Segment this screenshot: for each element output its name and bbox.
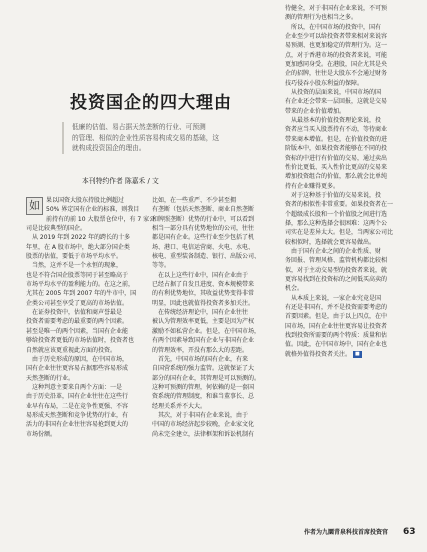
body-line: 司实在是差异太大。但是，当两家公司比 [285,229,394,237]
body-line: 的管理效率，开没有那么大的差距。 [152,346,249,354]
body-line: 机会。 [285,285,304,293]
body-line: 也是不符合国企股票等同于甚至略高于 [26,271,129,279]
article-lead [62,122,240,154]
body-line: 带来商本增值。但是，在价值投资的进 [285,135,388,143]
body-line: 比如，在一些重严、不少甚至拥 [152,197,237,204]
body-line: 资者的相似性非常重要。如果投资者在一 [285,201,394,209]
body-line: 易形成天然垄断和竞争优势的行业，有 [26,411,129,419]
body-line: 已经占据了自发且进度、资本规模带来 [152,281,255,289]
body-line: 阶版本中，如果投资者能够在不同的投 [285,145,388,153]
body-line: 相当一部分具有优势地位的公司，往往 [152,225,255,233]
body-line: 市场平均水平的盈利能力的。在这之前， [26,281,135,289]
body-line: 待健全，对于非国有企业来说，不可预 [285,5,388,12]
body-line: 持有企业赚得更多。 [285,182,340,190]
body-line: 年里，在 A 股市场中，绝大部分国企类 [26,243,130,251]
body-line: 经理关系并不大大。 [152,402,207,410]
body-line: 自国营系统的强力监管。这就保证了大 [152,365,255,373]
body-line: 择，那么这种选择会很困难：这两个公 [285,219,388,227]
body-line: 的有利优势地位，其收益优势变得非常 [152,290,255,298]
body-line: 资系统的管理制度，和谁当董事长、总 [152,393,255,401]
body-column-3 [285,4,411,359]
last-line-text: 就格外值得投资者关注。 [285,350,352,358]
body-line: 找到投资所需要的两个特质：质量和估 [285,332,388,340]
body-line: 明显，因此也就值得投资者多加关注。 [152,299,255,307]
body-line: 企的招牌，往往是大股东不会通过财务 [285,70,388,78]
body-line: 股票的估值，要低于市场平均水平。 [26,253,123,261]
body-line: 从投资的层面来说，中国市场的国 [285,89,382,97]
body-line: 前持有的前 10 大股票仓位中，有 7 家公 [46,215,156,223]
body-line: 性价比更低、买入性价比更高的交易来 [285,163,388,171]
body-line: 首要因素。但是，由于以上四点，在中 [285,313,388,321]
body-line: 业早有布局，二是在竞争性更强、不容 [26,402,129,410]
body-line: 甚至是唯一的两个因素，当国有企业能 [26,327,129,335]
page-number: 63 [403,527,416,537]
body-line: 带来的企业价值增加。 [285,107,346,115]
body-line: 在证券投资中，估值和商声誉最是 [26,309,123,317]
body-line: 50% 界定国有企业的标准，则我目 [46,206,140,214]
body-line: 较相似时，选择就会更容易做出。 [285,238,376,246]
author-note: 作者为九圜青泉科技首席投资官 [304,529,389,536]
body-line: 够给投资者更低的市场估值时，投资者也 [26,337,135,345]
body-line: 企类公司甚至享受了更高的市场估值。 [26,299,129,307]
body-line: 有企业还会带来一层回报，这就是交易 [285,98,388,106]
body-line: 所以，在中国市场的投资中，国有 [285,23,382,31]
body-line: 和牌照垄断）优势的行业中，可以看到 [152,215,255,223]
body-line: 更容易找到在投资标的之间低买高卖的 [285,275,388,283]
body-line: 市场份额。 [26,430,57,438]
body-line: 在以上这些行业中，国有企业由于 [152,271,249,279]
body-line: 有两个因素导致国有企业与非国有企业 [152,337,255,345]
body-line: 中国的市场经济起步较晚，企业家文化 [152,421,255,429]
body-line: 国市场，国有企业往往更容易让投资者 [285,322,388,330]
body-line: 首先，中国市场的国有企业，有来 [152,355,249,363]
body-line: 由于历史沿革，国有企业往往在这些行 [26,393,129,401]
body-line: 易预測、也更加稳定的管理行为。这一 [285,42,388,50]
body-line: 尚未完全建立，法律框架和诉讼机制有 [152,430,255,438]
body-line: 似，对于主动交易型的投资者来说，就 [285,266,388,274]
body-line: 等等。 [152,262,171,270]
body-column-2 [152,196,272,439]
body-line: 增加投资组合的价值，那么就会比单纯 [285,173,388,181]
body-line: 都是国有企业。这些行业至少包括了机 [152,234,255,242]
body-line: 从本质上来说，一家企业究竟是国 [285,294,382,302]
body-line: 部分的国有企业，其管理是可以预测的。 [152,374,261,382]
lead-line: 的管理、相似的企业性质容易构成交易的基础，这 [72,133,220,142]
body-line: 自然就应该更重视此方面的投资。 [26,346,117,354]
body-line: 由于国有企业之间的企业性质、财 [285,247,382,255]
body-line: 企业至少可以给投资者带来相对来说容 [285,33,388,41]
body-line: 激励不如私营企业。但是，在中国市场， [152,327,261,335]
drop-cap: 如 [26,197,43,215]
body-line: 在传统经济理论中，国有企业往往 [152,309,249,317]
body-line: 个超级成长股和一个价值股之间进行选 [285,210,388,218]
lead-line: 低廉的估值、易占据天然垄断的行业、可预测 [72,123,206,131]
body-line: 有垄断（包括天然垄断、商业自然垄断 [152,206,255,214]
body-line: 资者应当买入股票持有不动，等待商业 [285,126,388,134]
body-line: 投资者需要考虑的最重要的两个因素。 [26,318,129,326]
first-paragraph [26,196,139,215]
body-line: 国有企业往往更容易占据那些容易形成 [26,365,129,373]
body-line: 从最基本的价值投资理论来说，投 [285,117,382,125]
body-line: 活力的非国有企业往往容易抢到更大的 [26,421,129,429]
body-line: 点，对于香港市场的投资者来说，可能 [285,51,388,59]
body-line: 核电、重型装备制造、银行、出版公司、 [152,253,261,261]
lead-line: 就构成投资国企的理由。 [72,144,146,152]
body-line: 果以国资大股东持股比例超过 [46,197,125,204]
body-column-1 [26,196,156,439]
body-line: 这种可预测的管理，何依赖的是一套国 [152,383,255,391]
body-line [285,350,411,359]
article-title: 投资国企的四大理由 [70,93,232,113]
body-line: 值。因此，在中国市场中，国有企业也 [285,341,388,349]
body-line: 天然垄断的行业。 [26,374,75,382]
byline: 本刊特约作者 陈嘉禾 / 文 [82,177,159,185]
body-line: 更加感同身受。在港股，国企尤其是央 [285,61,388,69]
body-line: 其次，对于非国有企业来说，由于 [152,411,249,419]
body-line: 资标的中进行有价值的交易，通过卖出 [285,154,388,162]
body-line: 这种判意主要来自两个方面：一是 [26,383,123,391]
body-line: 当然，这并不是一个永恒的现象， [26,262,123,270]
end-mark-icon: ■ [355,350,360,357]
body-line: 技巧侵吞小股东利益的保障。 [285,79,364,87]
body-line: 从 2019 年到 2022 年的跨长的十多 [26,234,131,242]
body-line: 由于历史形成的原因，在中国市场， [26,355,129,363]
body-line: 司是比较典型的国企。 [26,225,87,233]
body-line: 被认为管理效率更低，主要是因为产权 [152,318,255,326]
body-line: 场、港口、电信运营商、火电、水电、 [152,243,255,251]
body-line: 尤其在 2005 年到 2007 年的牛市中，国 [26,290,137,298]
body-line: 对于这种基于价值的交易来说，投 [285,191,382,199]
body-line: 务回报、管理风格、监管机构都比较相 [285,257,388,265]
body-line: 测的管理行为也相当之多。 [285,14,358,22]
body-line: 有还是非国有，并不是投资需要考虑的 [285,304,388,311]
